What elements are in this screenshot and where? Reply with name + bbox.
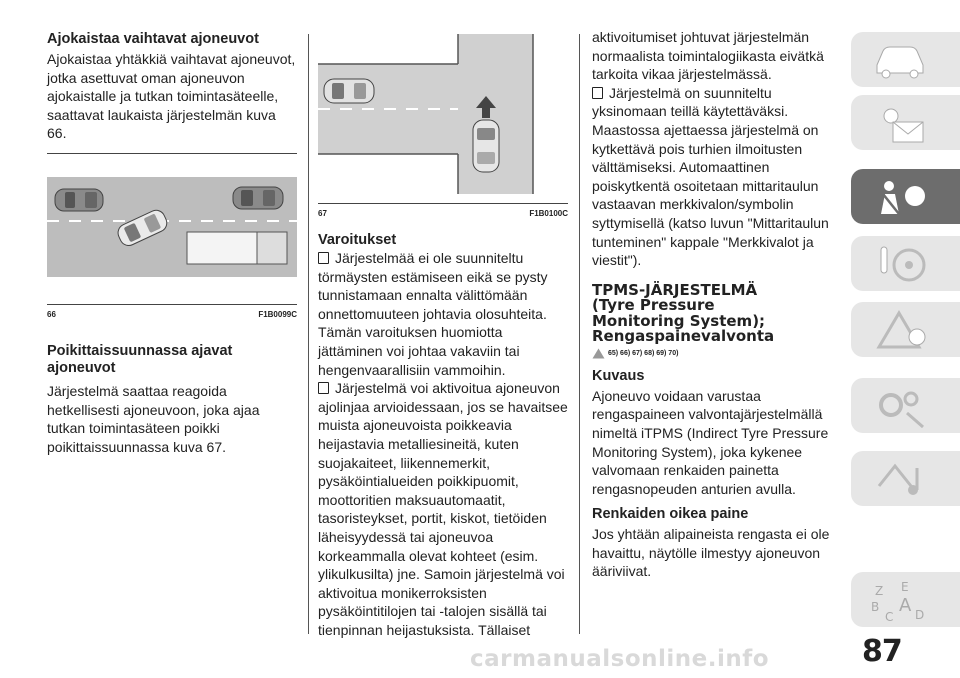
svg-text:B: B: [871, 600, 880, 614]
warning-lights-icon: [869, 100, 931, 145]
warning-text-1: Järjestelmää ei ole suunniteltu törmäysten estämiseen eikä se pysty tunnistamaan ennalta välittömään onnettomuuteen johtavia olosuhteita. Tämän varoituksen huomiotta jättäminen voi johtaa vakaviin tai hengenvaarallisiin vammoihin.: [318, 250, 548, 378]
safety-airbag-icon: [869, 174, 931, 219]
warning-triangle-icon: [869, 307, 931, 352]
svg-text:A: A: [899, 595, 912, 616]
column-separator-2: [579, 34, 580, 634]
service-tools-icon: [869, 383, 931, 428]
figure-66: [47, 177, 297, 319]
page-number: 87: [862, 634, 902, 669]
svg-text:E: E: [901, 580, 909, 594]
paragraph-description: Ajoneuvo voidaan varustaa rengaspaineen valvontajärjestelmällä nimeltä iTPMS (Indirect Tyre Pressure Monitoring System), joka kykenee valvomaan renkaiden painetta rengasnopeuden anturien avulla.: [592, 387, 829, 497]
figure-67-number: 67: [318, 209, 327, 218]
column-3: [592, 0, 832, 581]
sidebar-tab-emergency[interactable]: [851, 302, 960, 357]
paragraph-lane-change: Ajokaistaa yhtäkkiä vaihtavat ajoneuvot, jotka asettuvat oman ajoneuvon ajokaistalle ja tutkan toimintasäteelle, saattavat laukaista järjestelmän kuva 66.: [47, 51, 296, 142]
paragraph-cross-traffic: Järjestelmä saattaa reagoida hetkellisesti ajoneuvoon, joka ajaa tutkan toimintasäteen poikki poikittaissuunnassa kuva 67.: [47, 382, 260, 455]
tpms-title-line-1: TPMS-JÄRJESTELMÄ: [592, 280, 758, 299]
sidebar-tab-index[interactable]: [851, 572, 960, 627]
heading-description: Kuvaus: [592, 367, 645, 384]
warning-text-2: Järjestelmä voi aktivoitua ajoneuvon ajolinjaa arvioidessaan, jos se havaitsee muista ajoneuvoista poikkeavia heijastavia metalliesineitä, kuten suojakaiteet, liikennemerkit, pysäköintialueiden poikkipuomit, moottoritien maksuautomaatit, tasoristeykset, portit, kiskot, tietöiden läheisyydessä tai ajoneuvoa korkeammalla olevat kohteet (esim. ylikulkusilta) jne. Samoin järjestelmä voi aktivoitua monikerroksisten pysäköintitilojen tai -talojen sisällä tai tienpinnan heijastuksista. Tällaiset: [318, 380, 568, 638]
tpms-title: [592, 280, 832, 346]
sidebar-tab-multimedia[interactable]: [851, 451, 960, 506]
paragraph-correct-pressure: Jos yhtään alipaineista rengasta ei ole havaittu, näytölle ilmestyy ajoneuvon ääriviivat.: [592, 526, 830, 580]
car-icon: [869, 37, 931, 82]
note-text-1: Järjestelmä on suunniteltu yksinomaan teillä käytettäväksi. Maastossa ajettaessa järjestelmä on kytkettävä pois turhien ilmoitusten välttämiseksi. Automaattinen poiskytkentä osoitetaan mittaritaulun vastaavan merkkivalon/symbolin syttymisellä (katso luvun "Mittaritaulun tunteminen" kappale "Merkkivalot ja viestit").: [592, 84, 829, 269]
figure-67-code: F1B0100C: [529, 209, 568, 218]
multimedia-icon: [869, 456, 931, 501]
figure-66-number: 66: [47, 309, 56, 319]
checkbox-bullet-icon: [592, 87, 603, 99]
heading-warnings: Varoitukset: [318, 232, 397, 248]
tpms-title-line-2: (Tyre Pressure: [592, 296, 715, 315]
sidebar-tab-car[interactable]: [851, 32, 960, 87]
svg-text:C: C: [885, 610, 894, 622]
heading-cross-traffic: Poikittaissuunnassa ajavat ajoneuvot: [47, 342, 233, 376]
warning-item-2: [318, 379, 568, 639]
checkbox-bullet-icon: [318, 382, 329, 394]
svg-text:Z: Z: [875, 584, 884, 598]
references: 65) 66) 67) 68) 69) 70): [608, 349, 679, 357]
heading-lane-change: Ajokaistaa vaihtavat ajoneuvot: [47, 31, 259, 47]
heading-correct-pressure: Renkaiden oikea paine: [592, 506, 749, 523]
column-separator-1: [308, 34, 309, 634]
svg-text:D: D: [915, 608, 925, 622]
tpms-title-line-3: Monitoring System);: [592, 311, 766, 330]
sidebar-tab-maintenance[interactable]: [851, 378, 960, 433]
sidebar-tab-safety[interactable]: [851, 169, 960, 224]
warning-item-1: [318, 249, 568, 379]
sidebar-tab-starting-driving[interactable]: [851, 236, 960, 291]
divider: [47, 153, 297, 154]
references-row: [592, 348, 832, 359]
column-2: [318, 0, 568, 639]
figure-66-illustration: [47, 177, 297, 277]
column-1: [47, 0, 297, 456]
tpms-title-line-4: Rengaspainevalvonta: [592, 327, 775, 346]
figure-66-code: F1B0099C: [258, 309, 297, 319]
figure-67: [318, 34, 568, 218]
watermark: carmanualsonline.info: [470, 646, 770, 672]
steering-wheel-icon: [869, 241, 931, 286]
warning-triangle-icon: [592, 348, 605, 359]
paragraph-continued: aktivoitumiset johtuvat järjestelmän normaalista toimintalogiikasta eivätkä tarkoita vikaa järjestelmässä.: [592, 29, 824, 83]
checkbox-bullet-icon: [318, 252, 329, 264]
note-item-1: [592, 84, 832, 270]
sidebar-tab-lights[interactable]: [851, 95, 960, 150]
index-icon: [869, 577, 931, 622]
figure-67-illustration: [318, 34, 568, 194]
